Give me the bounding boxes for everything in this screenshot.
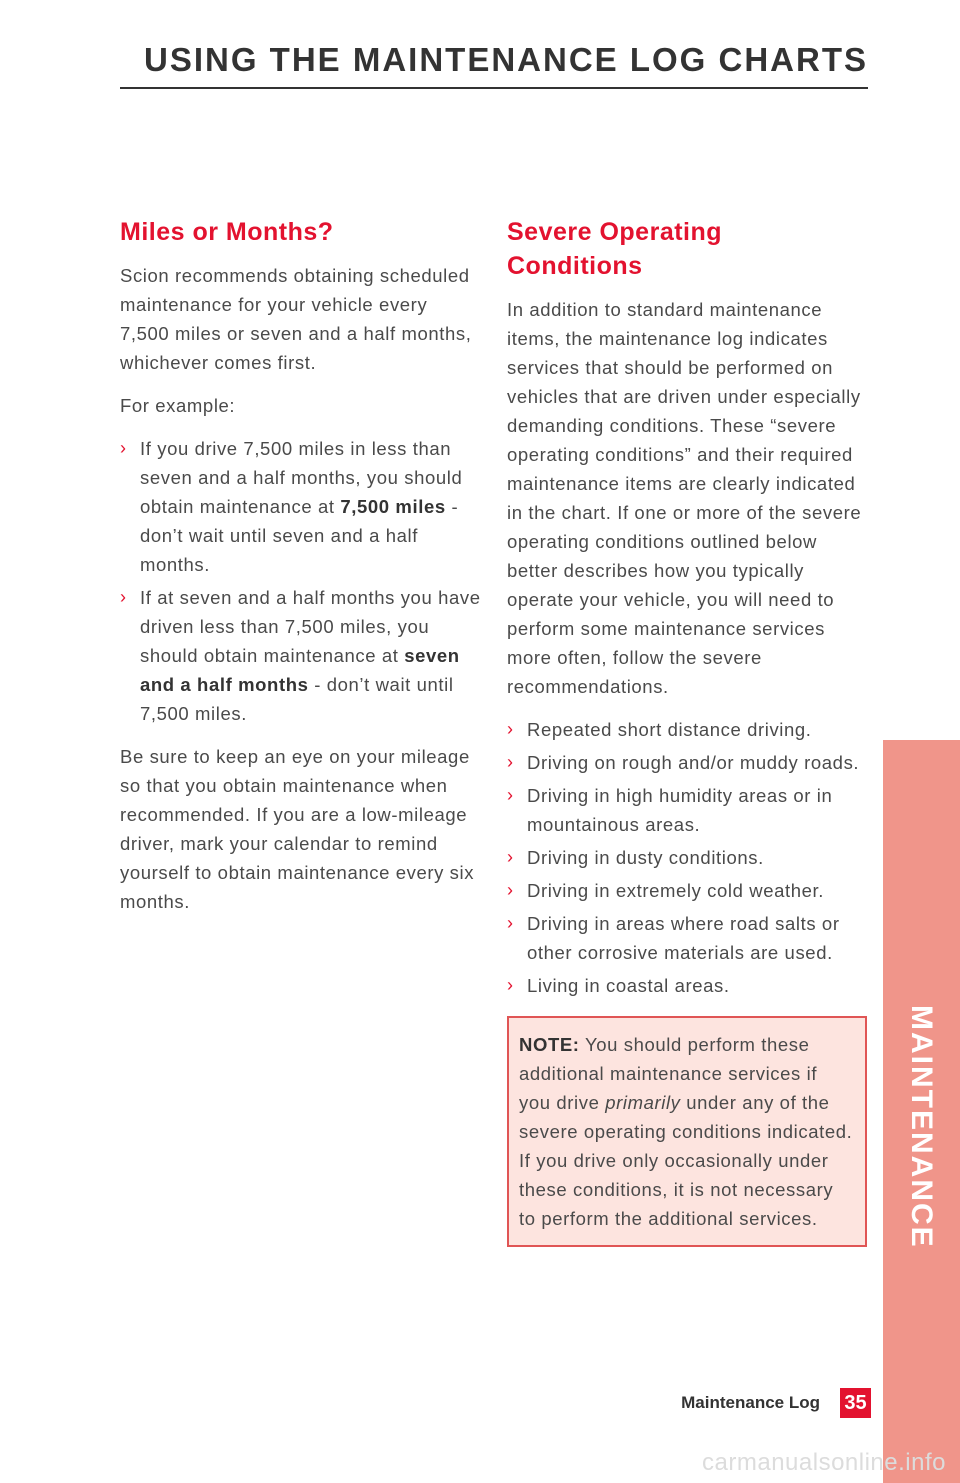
condition-text: Driving in extremely cold weather.: [527, 880, 824, 901]
title-divider: [120, 87, 868, 89]
bullet-chevron-icon: ›: [507, 975, 514, 995]
section-heading-severe-conditions: Severe Operating Conditions: [507, 218, 723, 280]
note-text: [519, 1030, 853, 1233]
example-label: For example:: [120, 395, 236, 416]
closing-paragraph: Be sure to keep an eye on your mileage so that you obtain maintenance when recommended. If you are a low-mileage driver, mark your calendar to remind yourself to obtain maintenance every six months.: [120, 746, 475, 912]
note-label: NOTE:: [519, 1034, 580, 1055]
section-heading-miles-or-months: Miles or Months?: [120, 218, 334, 246]
list-item: [507, 715, 863, 744]
page-number-badge: 35: [840, 1388, 871, 1418]
example-list: [120, 434, 482, 728]
conditions-list: [507, 715, 863, 1000]
side-tab-label: MAINTENANCE: [905, 1005, 938, 1249]
bullet-chevron-icon: ›: [120, 438, 127, 458]
list-item: [507, 781, 863, 839]
note-emphasis: primarily: [605, 1092, 681, 1113]
list-item: [507, 843, 863, 872]
bullet-text: - don’t wait until seven and a half months.: [140, 496, 459, 575]
note-body: under any of the severe operating conditions indicated. If you drive only occasionally under these conditions, it is not necessary to perform the additional services.: [519, 1092, 853, 1229]
bullet-text: If at seven and a half months you have driven less than 7,500 miles, you should obtain maintenance at: [140, 587, 481, 666]
condition-text: Driving on rough and/or muddy roads.: [527, 752, 860, 773]
condition-text: Driving in areas where road salts or other corrosive materials are used.: [527, 913, 840, 963]
bullet-chevron-icon: ›: [507, 913, 514, 933]
note-body: You should perform these additional maintenance services if you drive: [519, 1034, 818, 1113]
intro-paragraph: Scion recommends obtaining scheduled maintenance for your vehicle every 7,500 miles or seven and a half months, whichever comes first.: [120, 265, 472, 373]
watermark: carmanualsonline.info: [702, 1449, 946, 1476]
note-box: [507, 1016, 867, 1247]
condition-text: Living in coastal areas.: [527, 975, 730, 996]
list-item: [507, 971, 863, 1000]
bullet-chevron-icon: ›: [507, 752, 514, 772]
bullet-emphasis: 7,500 miles: [340, 496, 446, 517]
list-item: [507, 909, 863, 967]
footer-section-label: Maintenance Log: [681, 1393, 820, 1412]
bullet-chevron-icon: ›: [507, 719, 514, 739]
bullet-emphasis: seven and a half months: [140, 645, 460, 695]
page-title: USING THE MAINTENANCE LOG CHARTS: [144, 41, 868, 78]
bullet-text: If you drive 7,500 miles in less than seven and a half months, you should obtain maintenance at: [140, 438, 463, 517]
condition-text: Repeated short distance driving.: [527, 719, 812, 740]
bullet-chevron-icon: ›: [507, 847, 514, 867]
list-item: [507, 748, 863, 777]
list-item: [120, 583, 482, 728]
list-item: [507, 876, 863, 905]
intro-paragraph: In addition to standard maintenance items, the maintenance log indicates services that should be performed on vehicles that are driven under especially demanding conditions. These “severe operating conditions” and their required maintenance items are clearly indicated in the chart. If one or more of the severe operating conditions outlined below better describes how you typically operate your vehicle, you will need to perform some maintenance services more often, follow the severe recommendations.: [507, 299, 862, 697]
bullet-chevron-icon: ›: [120, 587, 127, 607]
bullet-chevron-icon: ›: [507, 880, 514, 900]
condition-text: Driving in high humidity areas or in mountainous areas.: [527, 785, 833, 835]
severe-conditions-section: [507, 215, 863, 1247]
condition-text: Driving in dusty conditions.: [527, 847, 764, 868]
list-item: [120, 434, 482, 579]
bullet-text: - don’t wait until 7,500 miles.: [140, 674, 454, 724]
miles-or-months-section: [120, 215, 482, 930]
bullet-chevron-icon: ›: [507, 785, 514, 805]
